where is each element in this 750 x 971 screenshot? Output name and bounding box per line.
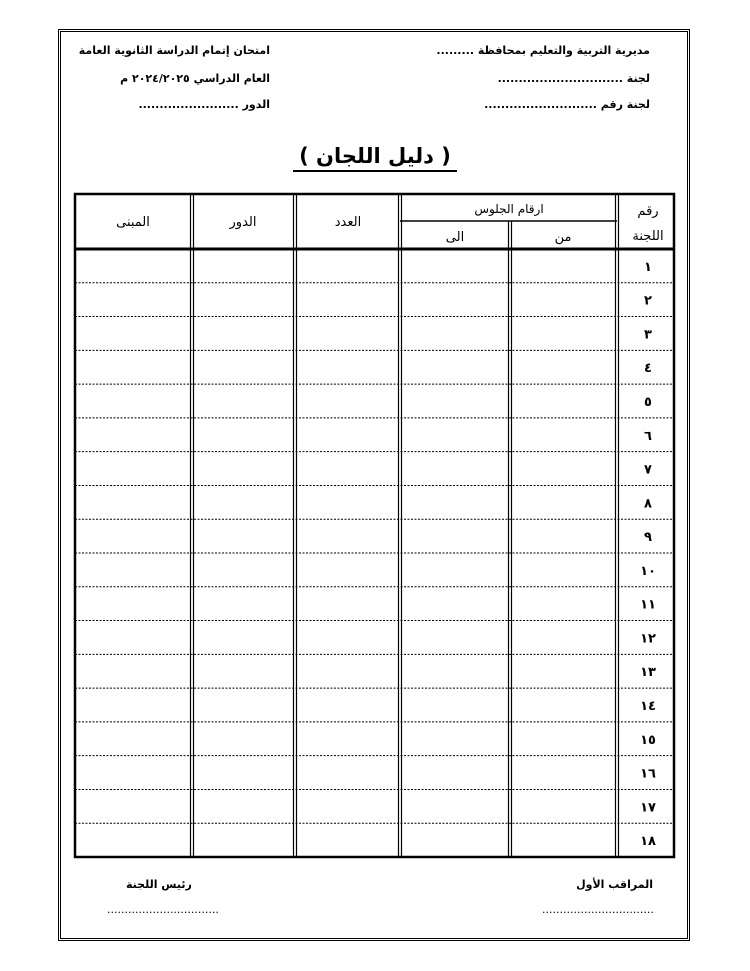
row-number: ٦	[644, 428, 652, 444]
row-number: ٥	[644, 395, 652, 410]
committee-number-line: لجنة رقم ...........................	[484, 98, 650, 111]
committee-line: لجنة ..............................	[497, 72, 650, 85]
header-from: من	[554, 230, 572, 245]
header-seat-numbers: ارقام الجلوس	[474, 202, 544, 216]
row-number: ٧	[644, 462, 652, 478]
row-number: ١٨	[640, 834, 656, 850]
header-building: المبنى	[116, 215, 150, 230]
academic-year-line: العام الدراسي ٢٠٢٤/٢٠٢٥ م	[120, 72, 270, 85]
header-to: الى	[445, 230, 465, 245]
row-number: ٤	[644, 361, 652, 377]
row-number: ١٣	[640, 665, 656, 681]
row-number: ١٧	[640, 800, 656, 816]
header-committee-number-2: اللجنة	[632, 229, 664, 244]
row-number: ٩	[644, 530, 652, 546]
row-number: ١٢	[640, 631, 656, 647]
first-observer-signature-line: ................................	[542, 903, 654, 916]
first-observer-label: المراقب الأول	[576, 878, 653, 891]
header-count: العدد	[334, 215, 362, 230]
page-title: ( دليل اللجان )	[293, 144, 457, 172]
committee-head-label: رئيس اللجنة	[126, 878, 192, 891]
committee-head-signature-line: ................................	[107, 903, 219, 916]
header-committee-number-1: رقم	[637, 204, 659, 219]
row-number: ٨	[644, 496, 652, 512]
row-number: ١٦	[640, 766, 656, 782]
row-number: ١١	[640, 597, 656, 613]
row-number: ١٤	[640, 699, 656, 714]
row-number: ١	[644, 259, 652, 275]
table-outer-border	[75, 194, 674, 857]
session-line: الدور ........................	[138, 98, 270, 111]
row-number: ٣	[644, 327, 652, 343]
row-number: ١٥	[640, 732, 656, 748]
exam-title-line: امتحان إتمام الدراسة الثانوية العامة	[78, 44, 270, 57]
row-number: ١٠	[640, 563, 656, 579]
header-floor: الدور	[229, 215, 257, 230]
row-number: ٢	[644, 293, 652, 309]
directorate-line: مديرية التربية والتعليم بمحافظة .........	[436, 44, 650, 57]
